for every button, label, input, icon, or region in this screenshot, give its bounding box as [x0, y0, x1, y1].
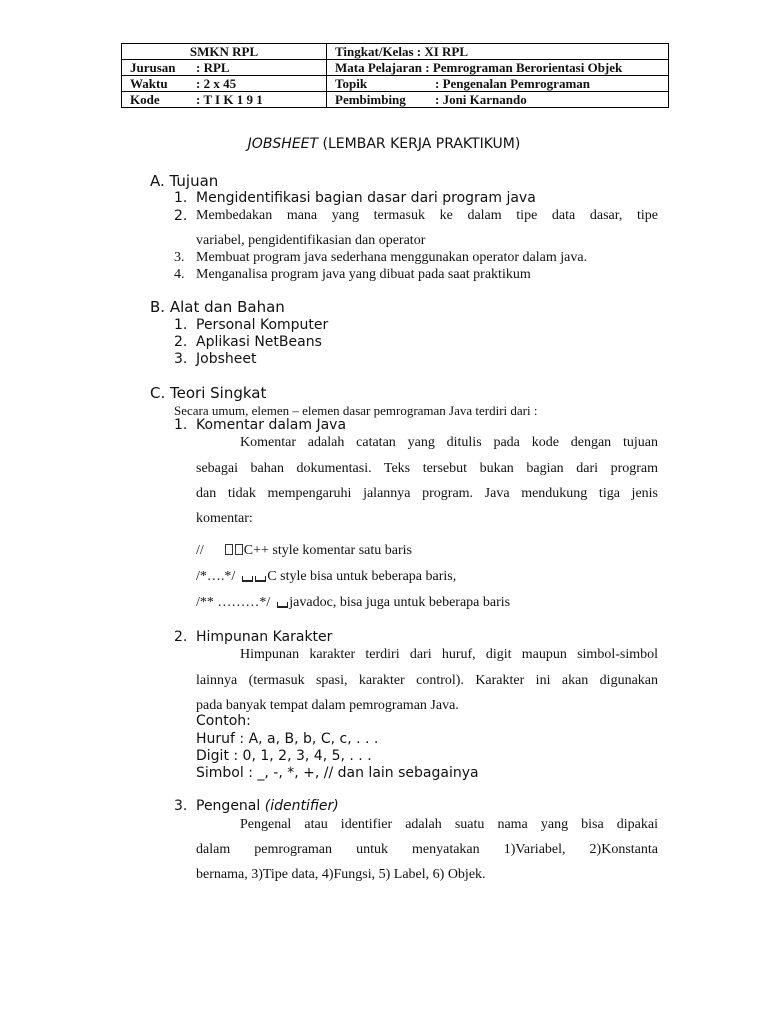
list-item	[174, 317, 328, 333]
school-name: SMKN RPL	[122, 44, 327, 60]
list-num: 3.	[174, 250, 185, 265]
kode-value: : T I K 1 9 1	[196, 92, 263, 107]
list-text: Aplikasi NetBeans	[196, 334, 322, 350]
comment-desc: javadoc, bisa juga untuk beberapa baris	[289, 595, 511, 610]
page-title	[0, 136, 768, 152]
jurusan-value: : RPL	[196, 60, 230, 75]
list-num: 3.	[174, 798, 188, 814]
comment-prefix: /** ………*/	[196, 595, 271, 610]
list-item	[174, 208, 196, 224]
topik-cell	[327, 76, 669, 92]
paragraph-line: dalam pemrograman untuk menyatakan 1)Variabel, 2)Konstanta	[196, 842, 658, 857]
header-row-3	[122, 76, 669, 92]
jurusan-cell	[122, 60, 327, 76]
bar-glyph-icon	[242, 576, 253, 582]
paragraph-line: sebagai bahan dokumentasi. Teks tersebut bukan bagian dari program	[196, 461, 658, 476]
paragraph-line: Pengenal atau identifier adalah suatu nama yang bisa dipakai	[240, 817, 658, 832]
header-row-4	[122, 92, 669, 108]
list-text-italic: (identifier)	[264, 798, 339, 814]
header-table	[121, 43, 669, 108]
digit-example: Digit : 0, 1, 2, 3, 4, 5, . . .	[196, 748, 372, 764]
paragraph-line: bernama, 3)Tipe data, 4)Fungsi, 5) Label, 6) Objek.	[196, 867, 486, 882]
jurusan-label: Jurusan	[130, 60, 176, 75]
tingkat-kelas: Tingkat/Kelas : XI RPL	[327, 44, 669, 60]
list-text: Himpunan Karakter	[196, 629, 333, 645]
list-text: variabel, pengidentifikasian dan operator	[196, 233, 426, 248]
bar-glyph-icon	[277, 602, 288, 608]
list-text: Pengenal	[196, 798, 265, 814]
list-item	[174, 250, 587, 266]
list-item	[174, 351, 256, 367]
section-c-intro: Secara umum, elemen – elemen dasar pemrograman Java terdiri dari :	[174, 403, 538, 418]
list-item	[174, 334, 322, 350]
paragraph-line: pada banyak tempat dalam pemrograman Java.	[196, 698, 459, 713]
section-a-heading: A. Tujuan	[150, 172, 219, 190]
box-glyph-icon	[225, 544, 233, 555]
waktu-value: : 2 x 45	[196, 76, 237, 91]
bar-glyph-icon	[255, 576, 266, 582]
contoh-label: Contoh:	[196, 713, 251, 729]
list-text: Komentar dalam Java	[196, 417, 347, 433]
subsection-komentar-title	[174, 417, 346, 433]
list-num: 4.	[174, 267, 185, 282]
header-row-1	[122, 44, 669, 60]
list-num: 2.	[174, 334, 188, 350]
title-rest: (LEMBAR KERJA PRAKTIKUM)	[318, 136, 521, 152]
comment-prefix: /*….*/	[196, 569, 236, 584]
comment-desc: C style bisa untuk beberapa baris,	[267, 569, 457, 584]
topik-label: Topik	[335, 76, 368, 91]
mata-pelajaran: Mata Pelajaran : Pemrograman Berorientasi Objek	[327, 60, 669, 76]
pembimbing-cell	[327, 92, 669, 108]
list-num: 2.	[174, 629, 188, 645]
topik-value: : Pengenalan Pemrograman	[435, 76, 591, 91]
kode-label: Kode	[130, 92, 160, 107]
subsection-pengenal-title	[174, 798, 339, 814]
section-c-heading: C. Teori Singkat	[150, 384, 267, 402]
simbol-example: Simbol : _, -, *, +, // dan lain sebagainya	[196, 765, 479, 781]
list-item	[174, 190, 536, 206]
pembimbing-label: Pembimbing	[335, 92, 406, 107]
section-b-heading: B. Alat dan Bahan	[150, 298, 285, 316]
title-italic: JOBSHEET	[247, 136, 319, 152]
list-num: 1.	[174, 190, 188, 206]
comment-example-2	[196, 569, 456, 585]
list-text: Jobsheet	[196, 351, 257, 367]
waktu-label: Waktu	[130, 76, 168, 91]
list-text: Personal Komputer	[196, 317, 329, 333]
paragraph-line: Komentar adalah catatan yang ditulis pada kode dengan tujuan	[240, 435, 658, 450]
list-num: 1.	[174, 417, 188, 433]
list-text: Membuat program java sederhana menggunakan operator dalam java.	[196, 250, 588, 265]
subsection-himpunan-title	[174, 629, 332, 645]
list-num: 3.	[174, 351, 188, 367]
paragraph-line: komentar:	[196, 511, 253, 526]
box-glyph-icon	[235, 544, 243, 555]
list-item	[174, 267, 531, 283]
kode-cell	[122, 92, 327, 108]
pembimbing-value: : Joni Karnando	[435, 92, 527, 107]
huruf-example: Huruf : A, a, B, b, C, c, . . .	[196, 731, 379, 747]
waktu-cell	[122, 76, 327, 92]
list-num: 1.	[174, 317, 188, 333]
header-row-2	[122, 60, 669, 76]
list-text: Menganalisa program java yang dibuat pada saat praktikum	[196, 267, 531, 282]
list-num: 2.	[174, 208, 188, 224]
paragraph-line: lainnya (termasuk spasi, karakter control). Karakter ini akan digunakan	[196, 673, 658, 688]
comment-example-3	[196, 595, 510, 611]
list-text: Membedakan mana yang termasuk ke dalam tipe data dasar, tipe	[196, 208, 658, 223]
list-text: Mengidentifikasi bagian dasar dari program java	[196, 190, 536, 206]
paragraph-line: dan tidak mempengaruhi jalannya program. Java mendukung tiga jenis	[196, 486, 658, 501]
paragraph-line: Himpunan karakter terdiri dari huruf, digit maupun simbol-simbol	[240, 647, 658, 662]
comment-prefix: //	[196, 543, 204, 558]
comment-example-1	[196, 543, 412, 559]
comment-desc: C++ style komentar satu baris	[243, 543, 412, 558]
